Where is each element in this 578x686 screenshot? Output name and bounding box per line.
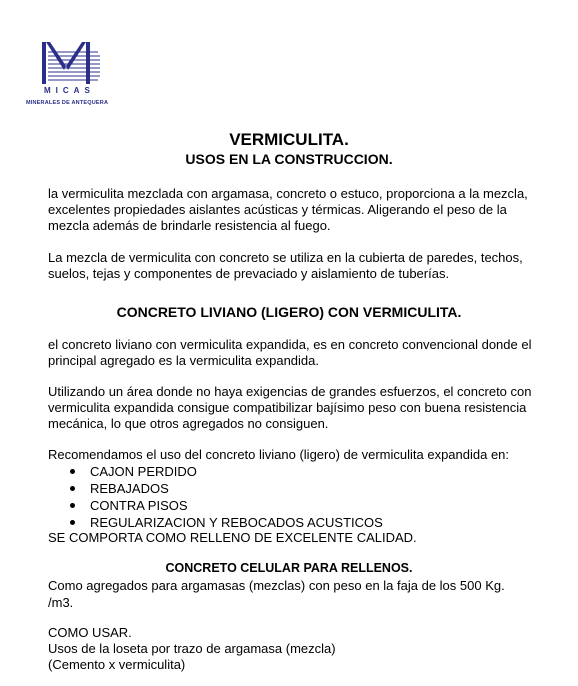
section2-line-1: Como agregados para argamasas (mezclas) con peso en la faja de los 500 Kg. xyxy=(48,578,505,593)
usage-line-2: (Cemento x vermiculita) xyxy=(48,657,186,672)
page-title: VERMICULITA. xyxy=(229,130,349,149)
usage-line-1: Usos de la loseta por trazo de argamasa (mezcla) xyxy=(48,641,336,656)
bullet-list xyxy=(48,463,383,531)
section1-recommend: Recomendamos el uso del concreto liviano (ligero) de vermiculita expandida en: xyxy=(48,447,510,462)
page-subtitle: USOS EN LA CONSTRUCCION. xyxy=(185,151,393,167)
section1-paragraph-2: Utilizando un área donde no haya exigencias de grandes esfuerzos, el concreto con vermiculita expandida consigue compatibilizar bajísimo peso con buena resistencia mecánica, lo que otros agregados no consiguen. xyxy=(48,384,532,431)
micas-logo-icon xyxy=(28,40,108,86)
list-item: REBAJADOS xyxy=(48,480,383,497)
section-heading-concreto-celular: CONCRETO CELULAR PARA RELLENOS. xyxy=(165,561,413,575)
list-item: REGULARIZACION Y REBOCADOS ACUSTICOS xyxy=(48,514,383,531)
section1-closing: SE COMPORTA COMO RELLENO DE EXCELENTE CALIDAD. xyxy=(48,530,417,545)
section1-paragraph-1: el concreto liviano con vermiculita expandida, es en concreto convencional donde el principal agregado es la vermiculita expandida. xyxy=(48,337,532,368)
list-item: CONTRA PISOS xyxy=(48,497,383,514)
logo-subtitle: MINERALES DE ANTEQUERA xyxy=(26,100,109,106)
logo-wordmark: MICAS xyxy=(44,86,95,95)
intro-paragraph-1: la vermiculita mezclada con argamasa, concreto o estuco, proporciona a la mezcla, excelentes propiedades aislantes acústicas y térmicas. Aligerando el peso de la mezcla además de brindarle resistencia al fuego. xyxy=(48,186,528,233)
micas-logo xyxy=(28,40,128,114)
usage-heading: COMO USAR. xyxy=(48,625,132,640)
section-heading-concreto-liviano: CONCRETO LIVIANO (LIGERO) CON VERMICULITA. xyxy=(116,304,462,320)
section2-line-2: /m3. xyxy=(48,595,74,610)
list-item: CAJON PERDIDO xyxy=(48,463,383,480)
intro-paragraph-2: La mezcla de vermiculita con concreto se utiliza en la cubierta de paredes, techos, suelos, tejas y componentes de prevaciado y aislamiento de tuberías. xyxy=(48,250,523,281)
